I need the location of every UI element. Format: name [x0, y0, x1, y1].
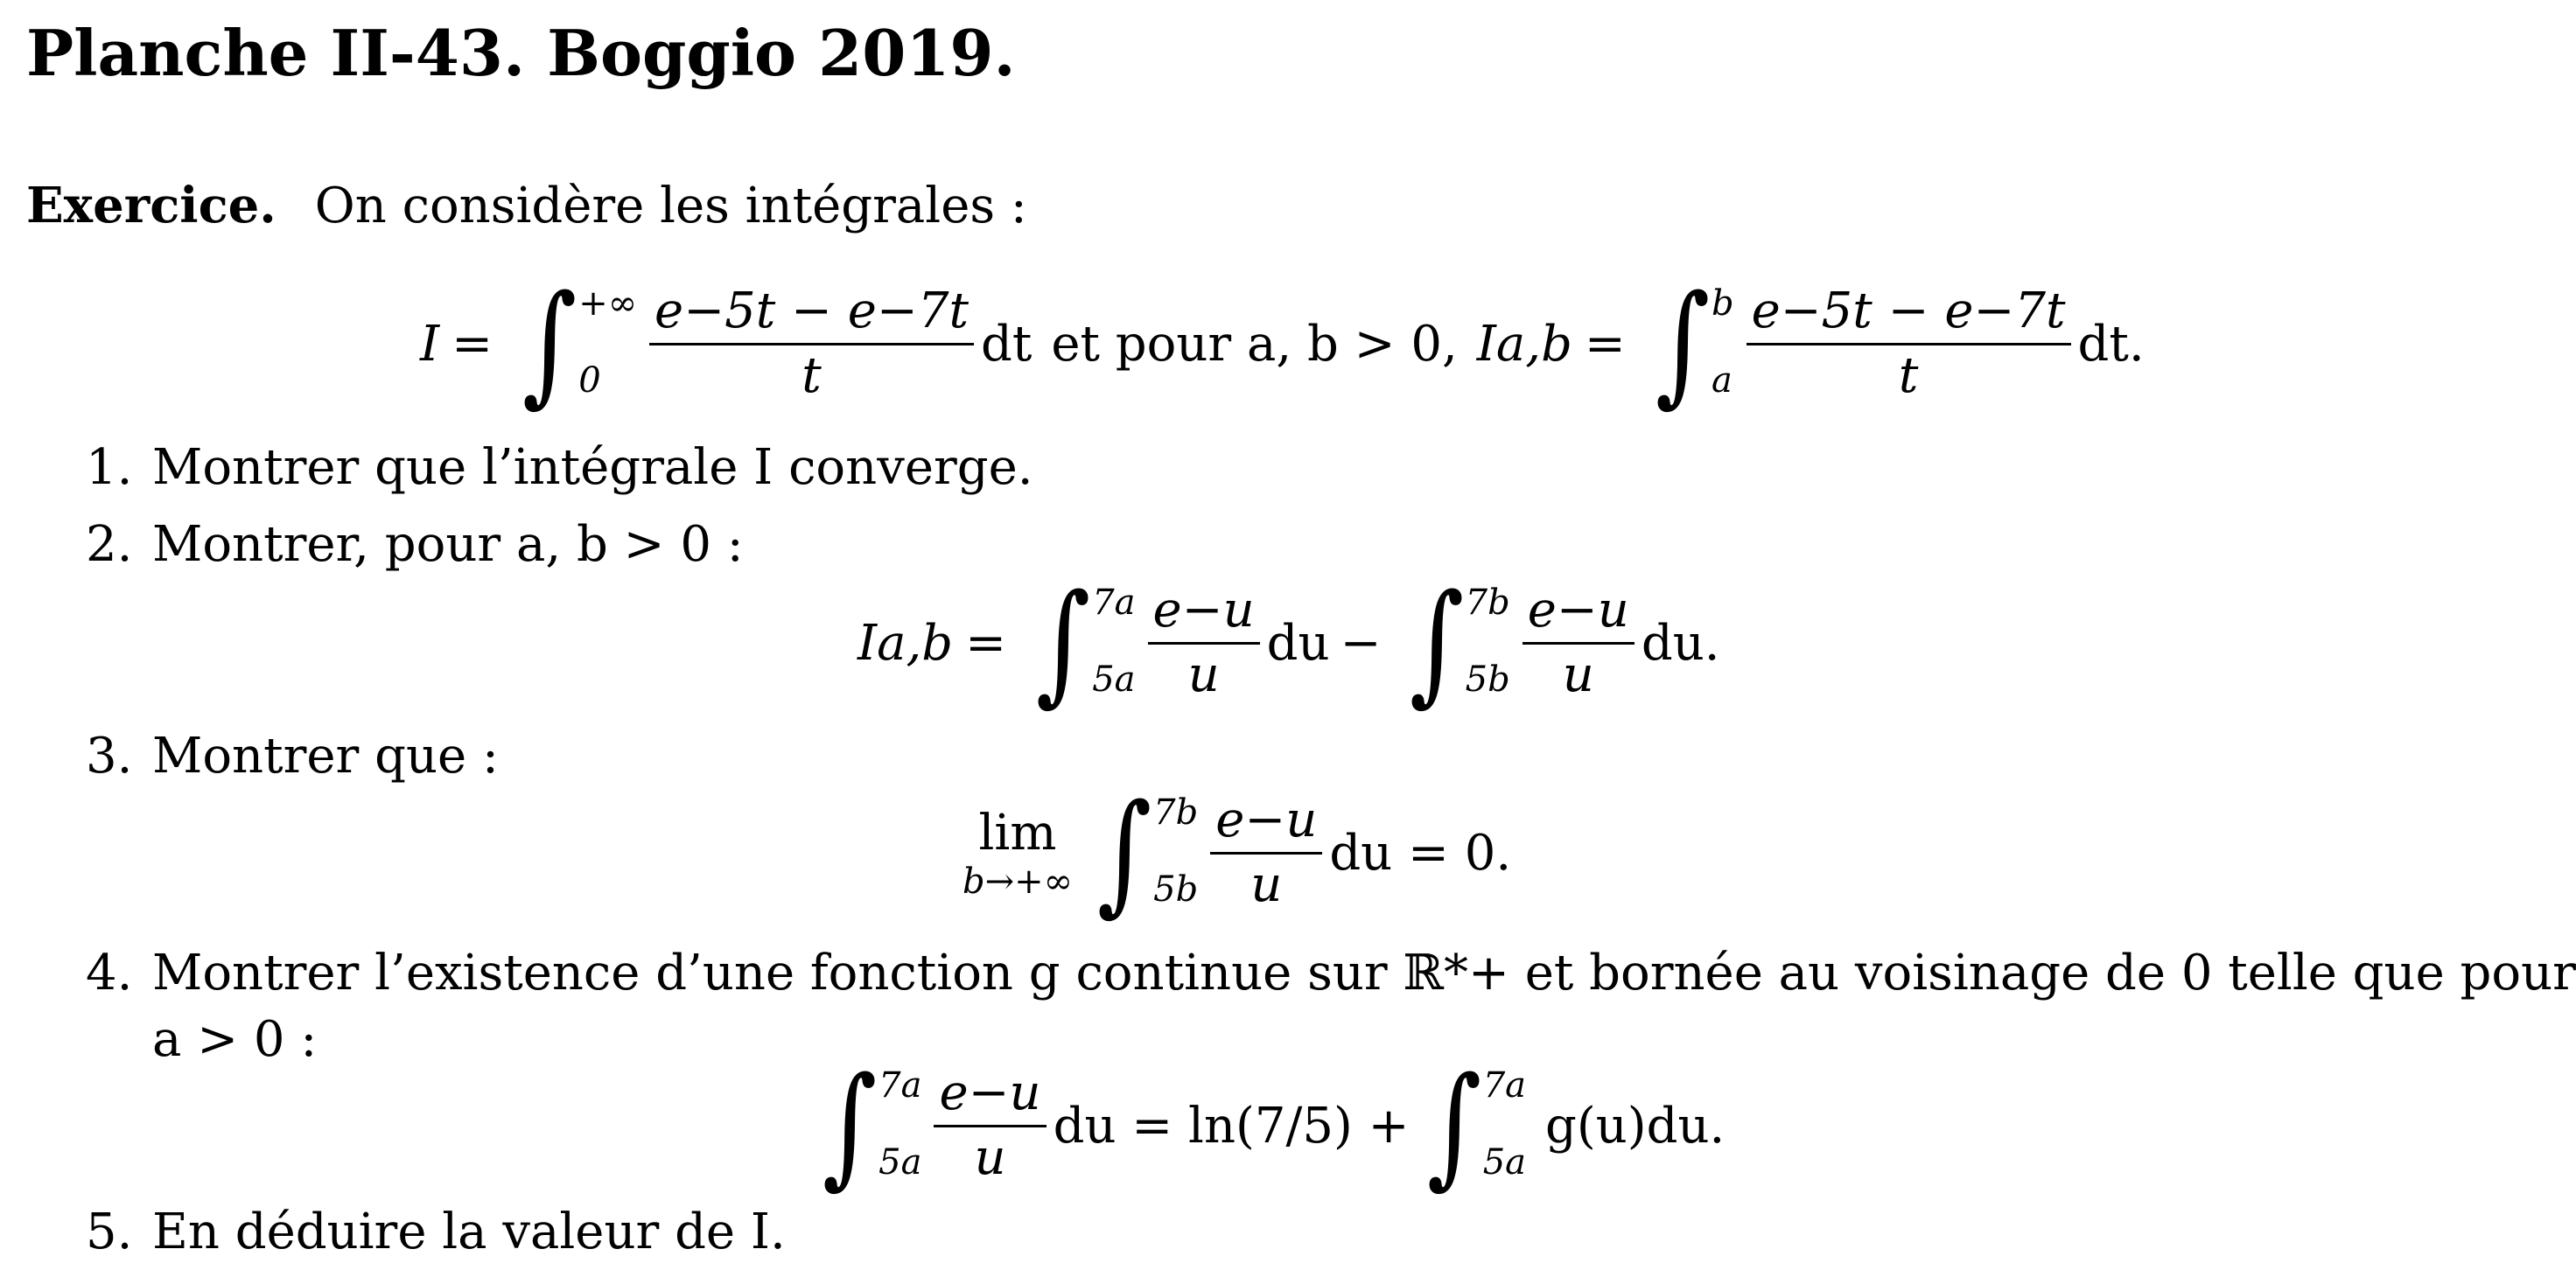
exercise-label: Exercice.: [26, 177, 276, 234]
exercise-intro-text: On considère les intégrales :: [314, 178, 1027, 234]
integral-I-symbol: I: [420, 315, 440, 373]
minus-sign: −: [1340, 614, 1382, 672]
fraction-numerator-2: e−5t − e−7t: [1751, 282, 2066, 339]
differential-end: dt.: [2077, 315, 2145, 373]
lower-bound: 5b: [1153, 869, 1199, 910]
differential-du: du: [1266, 614, 1330, 672]
page-title: Planche II-43. Boggio 2019.: [26, 16, 1016, 90]
differential-dt: dt: [980, 315, 1032, 373]
list-item: [86, 1204, 786, 1260]
integral-sign: ∫ 7a 5a: [1035, 567, 1136, 719]
lower-bound: 5a: [1482, 1142, 1527, 1183]
upper-bound: 7a: [878, 1065, 922, 1106]
equals-sign-2: =: [1584, 315, 1626, 373]
limit: [962, 805, 1073, 902]
fraction: [1148, 581, 1260, 703]
integral-sign: ∫ 7a 5a: [1426, 1050, 1527, 1202]
equation-3: [962, 777, 1512, 929]
lower-bound: 5a: [878, 1142, 922, 1183]
integral-sign: ∫ 7b 5b: [1096, 777, 1199, 929]
item-text: Montrer que l’intégrale I converge.: [152, 439, 1033, 496]
integral-sign-1: ∫ +∞ 0: [522, 268, 638, 420]
lower-bound-a: a: [1712, 360, 1732, 401]
integral-sign: ∫ 7b 5b: [1409, 567, 1510, 719]
integral-sign: ∫ 7a 5a: [822, 1050, 922, 1202]
integral-Iab-symbol: Ia,b: [1476, 315, 1572, 373]
item-number: 5.: [86, 1204, 133, 1260]
list-item: [86, 516, 744, 573]
upper-bound-b: b: [1712, 283, 1734, 324]
upper-bound: 7a: [1482, 1065, 1527, 1106]
lower-bound: 0: [578, 360, 601, 401]
equation-middle: du = ln(7/5) +: [1053, 1097, 1410, 1155]
fraction-1: [649, 282, 974, 404]
upper-bound: 7b: [1153, 792, 1199, 833]
fraction-numerator: e−u: [939, 1064, 1041, 1121]
list-item: [86, 439, 1033, 496]
upper-bound: +∞: [578, 283, 638, 324]
lower-bound: 5a: [1092, 659, 1136, 700]
equals-sign: =: [452, 315, 494, 373]
Iab-lhs: Ia,b: [858, 614, 954, 672]
item-text: Montrer l’existence d’une fonction g continue sur ℝ*+ et bornée au voisinage de 0 telle que pour: [152, 945, 2576, 1001]
differential-du-end: du.: [1641, 614, 1720, 672]
equation-rhs: du = 0.: [1329, 824, 1512, 882]
exercise-intro: [26, 177, 1027, 234]
item-continuation: a > 0 :: [152, 1011, 318, 1068]
definition-equation: [420, 268, 2145, 420]
fraction: [1210, 791, 1322, 913]
fraction-denominator: u: [1562, 645, 1594, 703]
lower-bound: 5b: [1465, 659, 1510, 700]
fraction-denominator-2: t: [1898, 346, 1919, 404]
item-text: Montrer, pour a, b > 0 :: [152, 516, 744, 573]
fraction-denominator: u: [1250, 855, 1283, 913]
equation-rhs: g(u)du.: [1545, 1097, 1726, 1155]
lim-subscript: b→+∞: [962, 861, 1073, 902]
fraction-numerator: e−u: [1527, 581, 1629, 639]
item-text: Montrer que :: [152, 728, 499, 785]
list-item: [86, 728, 499, 785]
fraction-2: [1746, 282, 2071, 404]
fraction-numerator: e−u: [1215, 791, 1318, 848]
upper-bound: 7a: [1092, 583, 1136, 623]
fraction-numerator: e−5t − e−7t: [654, 282, 969, 339]
fraction: [934, 1064, 1046, 1186]
fraction: [1522, 581, 1634, 703]
item-number: 2.: [86, 516, 133, 573]
item-text: En déduire la valeur de I.: [152, 1204, 786, 1260]
upper-bound: 7b: [1465, 583, 1510, 623]
connector-text: et pour a, b > 0,: [1051, 315, 1458, 373]
fraction-denominator: u: [974, 1128, 1006, 1186]
equation-2: Ia,b = ∫ 7a 5a $\frac{e-u}{u}$ du − ∫ 7b 5b $\frac{e-u}{u}$ du.: [858, 567, 1720, 719]
fraction-denominator: t: [802, 346, 822, 404]
fraction-denominator: u: [1187, 645, 1220, 703]
item-number: 4.: [86, 945, 133, 1001]
lim-word: lim: [978, 804, 1057, 862]
equation-4: [805, 1050, 1726, 1202]
item-number: 3.: [86, 728, 133, 785]
list-item: [86, 945, 2576, 1001]
item-number: 1.: [86, 439, 133, 496]
integral-sign-2: ∫ b a: [1655, 268, 1734, 420]
fraction-numerator: e−u: [1152, 581, 1255, 639]
